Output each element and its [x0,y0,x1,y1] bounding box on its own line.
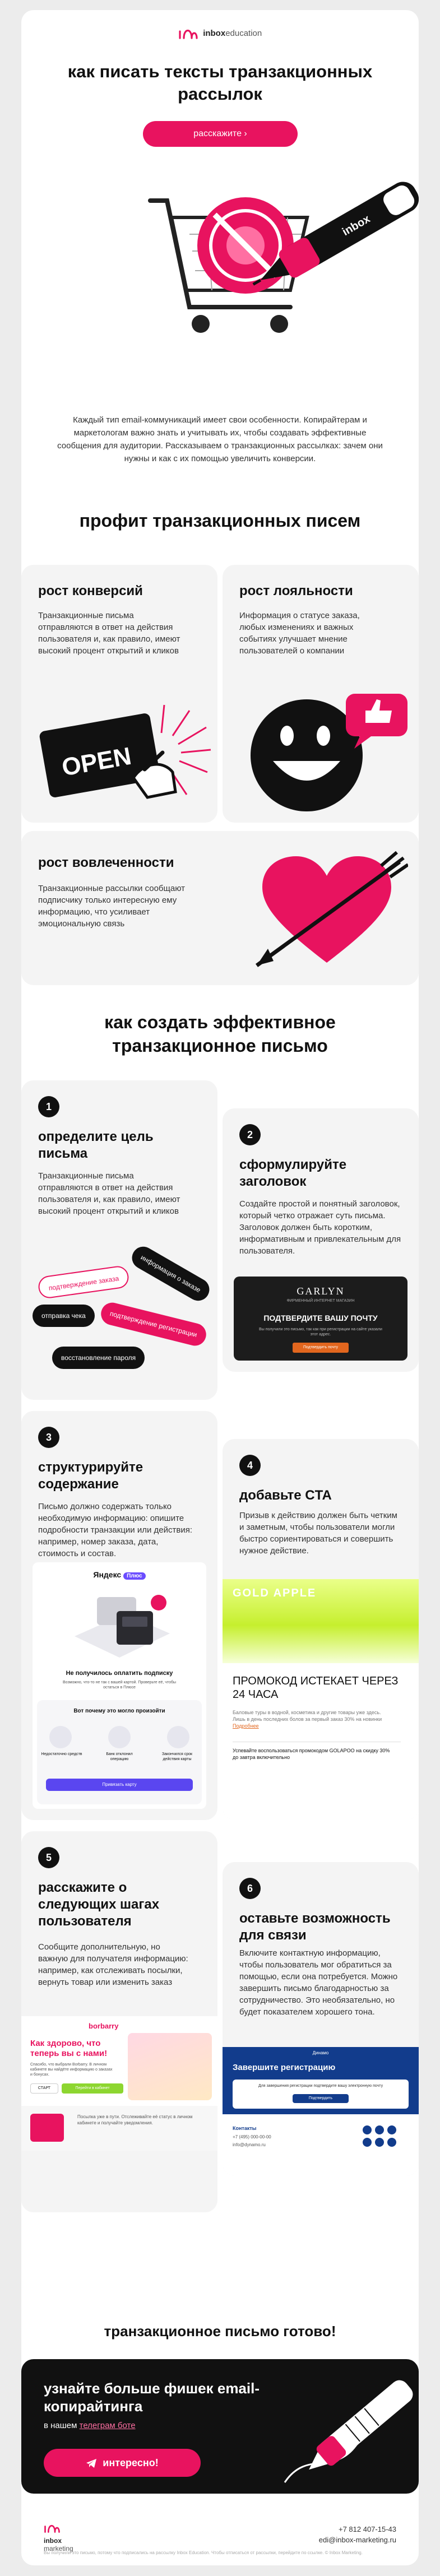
logo-sub: education [225,28,262,38]
logo-wordmark [203,29,262,38]
step-text: Сообщите дополнительную, но важную для получателя информацию: например, как отслеживать посылки, вернуть товар или изменить заказ [38,1942,188,1987]
card-terminal-icon [63,1586,175,1664]
telegram-promo-block [21,2359,419,2494]
goldapple-email-preview [223,1579,419,1820]
contact-phone[interactable]: +7 (495) 000-00-00 [233,2134,271,2139]
step-title: сформулируйте заголовок [239,1157,347,1189]
reason-icon [49,1726,72,1748]
card-conversions [21,565,217,823]
promo-sub-prefix: в нашем [44,2421,80,2430]
preview-footer: Успевайте воспользоваться промокодом GOLAPOO на скидку 30% до завтра включительно [233,1748,390,1760]
preview-body-text: Баловые туры в водной, косметика и другие товары уже здесь. Лишь в день последних болов за первый заказ 30% на новинки [233,1710,382,1722]
telegram-icon [86,2458,97,2468]
interesting-button[interactable] [44,2449,201,2477]
promo-banner [223,1579,419,1663]
card-text: Транзакционные рассылки сообщают подписчику только интересную ему информацию, что усиливает эмоциональную связь [38,884,185,929]
preview-panel [233,2080,409,2109]
parcel-icon [30,2114,64,2142]
cart-pen-illustration [105,161,419,369]
step-6-card [223,1862,419,2176]
pill-password-reset: восстановление пароля [52,1347,145,1369]
step-title: структурируйте содержание [38,1460,143,1492]
plus-badge: Плюс [123,1572,146,1580]
preview-headline: Завершите регистрацию [233,2063,336,2072]
step-text: Призыв к действию должен быть четким и заметным, чтобы пользователи могли быстро сориентироваться и совершить нужное действие. [239,1511,397,1556]
step-title: расскажите о следующих шагах пользователя [38,1880,160,1929]
yandex-email-preview [33,1562,206,1809]
pill-order-info: информация о заказе [128,1242,214,1305]
open-sign-text: OPEN [59,742,133,782]
preview-brand [33,1570,206,1579]
pen-drawing-icon [268,2370,414,2494]
done-title: транзакционное письмо готово! [104,2323,336,2340]
card-text: Информация о статусе заказа, любых изменениях и важных событиях улучшает мнение пользователей о компании [239,611,360,656]
dynamo-email-preview [223,2047,419,2176]
footer-email[interactable]: edi@inbox-marketing.ru [318,2536,396,2544]
card-text: Транзакционные письма отправляются в ответ на действия пользователя и, как правило, имеют высокий процент открытий и кликов [38,611,180,656]
garlyn-email-preview [234,1277,407,1361]
card-loyalty [223,565,419,823]
preview-headline: ПРОМОКОД ИСТЕКАЕТ ЧЕРЕЗ 24 ЧАСА [233,1675,399,1701]
preview-brand: Динамо [312,2050,329,2055]
preview-body: Спасибо, что выбрали Borbarry. В личном кабинете вы найдёте информацию о заказах и бонусах. [30,2063,113,2077]
tracking-note: Посылка уже в пути. Отслеживайте её статус в личном кабинете и получайте уведомления. [77,2114,193,2125]
target-icon [197,197,294,294]
step-number: 5 [38,1847,59,1868]
step-number: 2 [239,1124,261,1145]
social-icon[interactable] [375,2125,384,2134]
footer-contacts [319,2524,396,2545]
pill-receipt: отправка чека [33,1305,95,1327]
hero-title: как писать тексты транзакционных рассылок [67,62,373,104]
inbox-logo-icon [44,2522,61,2534]
step-4-card [223,1439,419,1820]
step-title: добавьте CTA [239,1488,332,1503]
step-5-card [21,1831,217,2212]
preview-link[interactable]: Подробнее [233,1723,259,1729]
social-icon[interactable] [387,2138,396,2147]
reasons-title: Вот почему это могло произойти [73,1708,165,1714]
preview-brand-name: Яндекс [93,1570,122,1579]
preview-brand: borbarry [89,2022,119,2030]
promo-title: узнайте больше фишек email-копирайтинга [44,2380,260,2415]
step-2-card [223,1108,419,1372]
inbox-logo-icon [178,26,198,40]
preview-body: Вы получили это письмо, так как при регистрации на сайте указали этот адрес. [259,1328,382,1336]
interesting-button-label: интересно! [103,2457,159,2468]
card-title: рост вовлеченности [38,855,174,870]
reason-icon [167,1726,189,1748]
footer-phone[interactable]: +7 812 407-15-43 [338,2525,396,2533]
borbarry-email-preview [21,2016,217,2151]
header-logo[interactable] [21,26,419,40]
step-text: Включите контактную информацию, чтобы пользователь мог обратиться за помощью, если она потребуется. Можно завершить письмо благодарностью за сотрудничество. Это необязательно, но будет показателем хорошего тона. [239,1948,398,2017]
preview-body [233,1709,390,1729]
preview-header [223,2047,419,2114]
heart-arrow-icon [246,842,408,977]
footer-logo-main: inbox [44,2537,62,2545]
pill-registration: подтверждение регистрации [99,1300,209,1348]
preview-headline: Не получилось оплатить подписку [66,1670,173,1677]
step-text: Транзакционные письма отправляются в ответ на действия пользователя и, как правило, имеют высокий процент открытий и кликов [38,1171,180,1216]
reasons-block [37,1700,202,1804]
cabinet-button[interactable]: Перейти в кабинет [62,2083,123,2094]
preview-body: Для завершения регистрации подтвердите вашу электронную почту [258,2084,383,2088]
footer-logo[interactable] [44,2522,73,2552]
footer-logo-sub: marketing [44,2545,73,2552]
confirm-button[interactable]: Подтвердить [293,2094,349,2103]
footer-legal: Вы получили это письмо, потому что подписались на рассылку Inbox Education. Чтобы отписаться от рассылки, перейдите по ссылке. © Inbox Marketing. [44,2550,363,2555]
social-icon[interactable] [387,2125,396,2134]
smiley-like-illustration [234,683,413,817]
start-chip[interactable]: СТАРТ [30,2083,58,2094]
step-1-card [21,1080,217,1400]
family-photo [128,2033,212,2100]
step-title: определите цель письма [38,1129,154,1161]
telegram-bot-link[interactable]: телеграм боте [79,2421,136,2430]
email-sheet [21,10,419,2565]
confirm-email-button[interactable]: Подтвердить почту [293,1343,349,1353]
card-title: рост лояльности [239,583,353,598]
preview-headline: Как здорово, что теперь вы с нами! [30,2039,108,2058]
pen-label: inbox [340,212,373,239]
social-icon[interactable] [363,2125,372,2134]
card-engagement [21,831,419,985]
promo-subtitle [44,2421,136,2430]
step-number: 1 [38,1096,59,1117]
reason-label: Недостаточно средств [41,1752,82,1756]
tell-me-button[interactable]: расскажите › [143,121,298,147]
step-text: Создайте простой и понятный заголовок, который четко отражает суть письма. Заголовок должен быть коротким, информативным и привлекательным для пользователя. [239,1199,401,1256]
link-card-button[interactable]: Привязать карту [46,1779,193,1791]
preview-brand: GOLD APPLE [233,1587,317,1599]
preview-brand: GARLYN [297,1285,345,1297]
footer [21,2504,419,2565]
step-number: 6 [239,1878,261,1899]
reason-label: Закончился срок действия карты [161,1752,193,1761]
howto-section-title: как создать эффективное транзакционное письмо [104,1012,336,1056]
reason-label: Банк отклонил операцию [106,1752,133,1761]
preview-headline: ПОДТВЕРДИТЕ ВАШУ ПОЧТУ [263,1313,378,1322]
step-number: 4 [239,1455,261,1476]
preview-body: Возможно, что-то не так с вашей картой. Проверьте её, чтобы остаться в Плюсе [62,1681,177,1690]
profit-section-title: профит транзакционных писем [79,510,361,531]
contact-email[interactable]: info@dynamo.ru [233,2142,266,2147]
step-text: Письмо должно содержать только необходимую информацию: опишите подробности транзакции или действия: например, номер заказа, дата, стоимость и состав. [38,1502,193,1558]
step-title: оставьте возможность для связи [239,1911,391,1943]
logo-main: inbox [203,28,226,38]
social-icon[interactable] [363,2138,372,2147]
card-title: рост конверсий [38,583,143,598]
pill-order-confirmation: подтверждение заказа [37,1265,130,1299]
step-number: 3 [38,1427,59,1448]
intro-paragraph: Каждый тип email-коммуникаций имеет свои особенности. Копирайтерам и маркетологам важно знать и учитывать их, чтобы создавать эффективные сообщения для аудитории. Рассказываем о транзакционных рассылках: зачем они нужны и как с их помощью увеличить конверсии. [57,415,383,463]
social-icon[interactable] [375,2138,384,2147]
step-3-card [21,1411,217,1820]
tracking-block [21,2106,217,2151]
contacts-title: Контакты [233,2125,257,2131]
preview-brand-sub: ФИРМЕННЫЙ ИНТЕРНЕТ МАГАЗИН [286,1299,355,1303]
open-sign-illustration [33,694,212,817]
reason-icon [108,1726,131,1748]
